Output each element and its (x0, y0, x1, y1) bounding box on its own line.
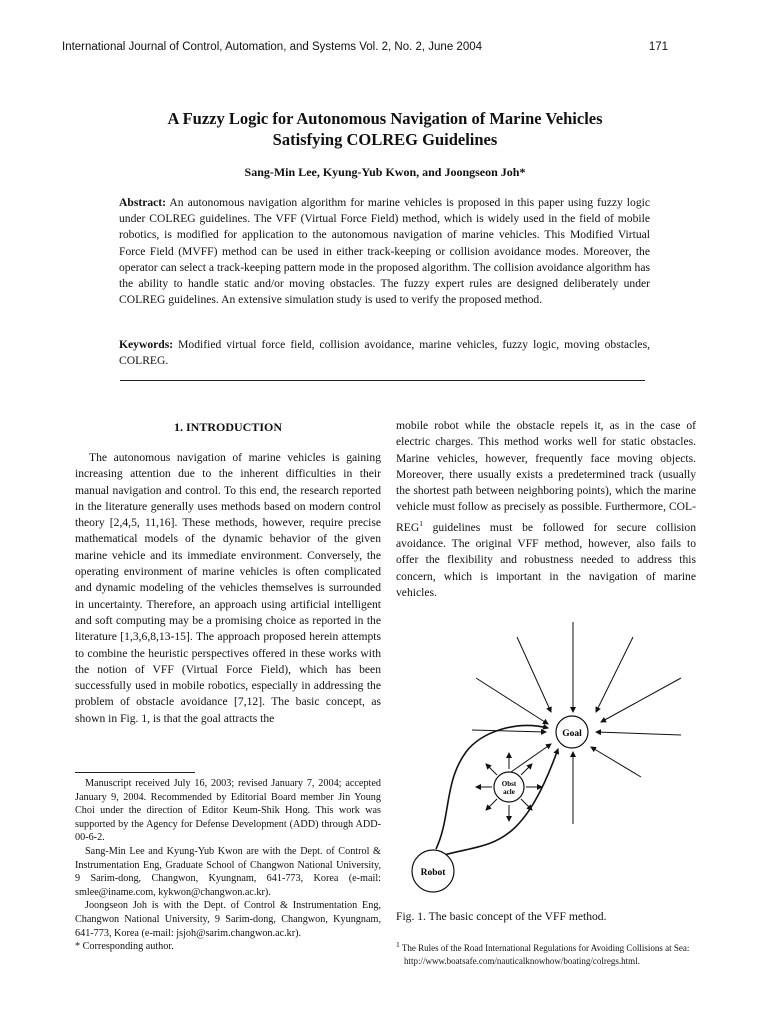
footnote-1-mark: 1 (396, 940, 400, 949)
abstract-label: Abstract: (119, 196, 167, 209)
footnote-ref: 1 (419, 518, 423, 528)
intro-right-column (396, 418, 696, 601)
keywords-text: Modified virtual force field, collision avoidance, marine vehicles, fuzzy logic, moving obstacles, COLREG. (119, 338, 650, 368)
footnote-corresponding: * Corresponding author. (75, 941, 174, 953)
abstract (119, 195, 650, 308)
section-title: 1. INTRODUCTION (173, 420, 282, 434)
obstacle-label-2: acle (503, 788, 515, 796)
vff-figure (396, 612, 696, 912)
figure-caption: Fig. 1. The basic concept of the VFF method. (396, 910, 607, 923)
page-number: 171 (648, 41, 668, 53)
paper-title (80, 108, 690, 150)
intro-right-text-b: guidelines must be followed for secure collision avoidance. The original VFF method, however, also fails to offer the flexibility and robustness needed to address this concern, which is important in the navigation of marine vehicles. (396, 520, 696, 599)
footnote-manuscript: Manuscript received July 16, 2003; revised January 7, 2004; accepted January 9, 2004. Recommended by Editorial Board member Jin Young Choi under the direction of Editor Keum-Shik Hong. This work was supported by the Agency for Defense Development (ADD) through ADD-00-6-2. (75, 778, 381, 844)
authors: Sang-Min Lee, Kyung-Yub Kwon, and Joongseon Joh* (244, 165, 526, 179)
title-line-1: A Fuzzy Logic for Autonomous Navigation of Marine Vehicles (167, 109, 603, 128)
footnote-1-text: The Rules of the Road International Regulations for Avoiding Collisions at Sea: (401, 943, 690, 953)
title-line-2: Satisfying COLREG Guidelines (272, 130, 498, 149)
footnote-divider (75, 772, 195, 773)
footnote-1-url: http://www.boatsafe.com/nauticalknowhow/boating/colregs.html. (404, 956, 640, 966)
keywords-label: Keywords: (119, 338, 174, 351)
abstract-text: An autonomous navigation algorithm for marine vehicles is proposed in this paper using fuzzy logic under COLREG guidelines. The VFF (Virtual Force Field) method, which is widely used in the field of mobile robotics, is modified for application to the autonomous navigation of marine vehicles. This Modified Virtual Force Field (MVFF) method can be used in either track-keeping or collision avoidance modes. Moreover, the operator can select a track-keeping pattern mode in the proposed algorithm. The collision avoidance algorithm has the ability to handle static and/or moving obstacles. The fuzzy expert rules are designed deliberately under COLREG guidelines. An extensive simulation study is used to verify the proposed method. (119, 196, 650, 307)
running-header (62, 41, 668, 57)
intro-left-column: The autonomous navigation of marine vehicles is gaining increasing attention due to the inherent difficulties in their manual navigation and control. To this end, the research reported in the literature generally uses methods based on modern control theory [2,4,5, 11,16]. These methods, however, require precise mathematical models of the dynamic behavior of the given marine vehicle and its immediate environment. Conversely, the operating environment of marine vehicles is often complicated and dynamic modeling of the vehicles themselves is surrounded in uncertainty. Therefore, an approach using artificial intelligent and soft computing may be a promising choice as reported in the literature [1,3,6,8,13-15]. The approach proposed herein attempts to combine the heuristic perspectives offered in these works with the notion of VFF (Virtual Force Field), which has been successfully used in mobile robotics, especially in addressing the problem of obstacle avoidance [7,12]. The basic concept, as shown in Fig. 1, is that the goal attracts the (75, 451, 381, 725)
keywords (119, 337, 650, 369)
robot-label: Robot (420, 868, 446, 878)
obstacle-label-1: Obst (501, 780, 517, 788)
abstract-divider (120, 380, 645, 381)
goal-label: Goal (562, 729, 582, 739)
journal-name: International Journal of Control, Automation, and Systems Vol. 2, No. 2, June 2004 (62, 41, 483, 53)
footnote-affiliation-2: Joongseon Joh is with the Dept. of Control & Instrumentation Eng, Changwon National University, 9 Sarim-dong, Changwon, Kyungnam, 641-773, Korea (e-mail: jsjoh@sarim.changwon.ac.kr). (75, 900, 381, 939)
footnote-affiliation-1: Sang-Min Lee and Kyung-Yub Kwon are with the Dept. of Control & Instrumentation Eng, Graduate School of Changwon National University, 9 Sarim-dong, Changwon, Kyungnam, 641-773, Korea (e-mail: smlee@iname.com, kykwon@changwon.ac.kr). (75, 845, 381, 898)
footnote-1 (396, 938, 696, 968)
footnotes (75, 777, 381, 954)
intro-right-text-a: mobile robot while the obstacle repels it, as in the case of electric charges. This method works well for static obstacles. Marine vehicles, however, frequently face moving objects. Moreover, there usually exists a predetermined track (usually the shortest path between neighboring points), which the marine vehicle must follow as precisely as possible. Furthermore, COL-REG (396, 419, 696, 534)
